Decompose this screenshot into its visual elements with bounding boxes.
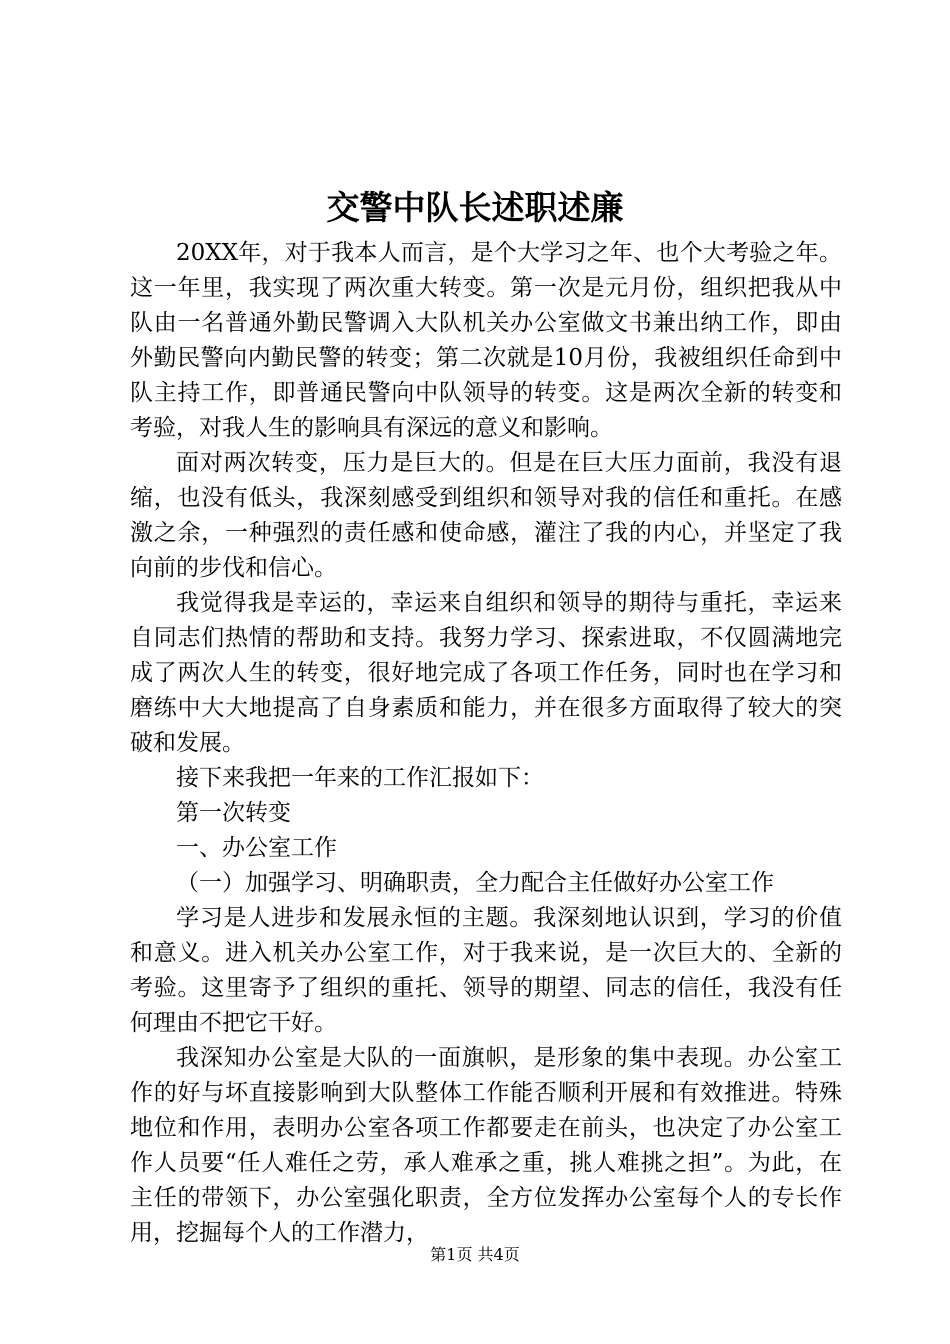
paragraph-6: 我深知办公室是大队的一面旗帜，是形象的集中表现。办公室工作的好与坏直接影响到大队整体工作能否顺利开展和有效推进。特殊地位和作用，表明办公室各项工作都要走在前头，也决定了办公室工作人员要“任人难任之劳，承人难承之重，挑人难挑之担”。为此，在主任的带领下，办公室强化职责，全方位发挥办公室每个人的专长作用，挖掘每个人的工作潜力，: [130, 1045, 842, 1246]
section-heading-office-work: 一、办公室工作: [176, 835, 337, 861]
paragraph-1: 20XX年，对于我本人而言，是个大学习之年、也个大考验之年。这一年里，我实现了两次重大转变。第一次是元月份，组织把我从中队由一名普通外勤民警调入大队机关办公室做文书兼出纳工作，即由外勤民警向内勤民警的转变；第二次就是10月份，我被组织任命到中队主持工作，即普通民警向中队领导的转变。这是两次全新的转变和考验，对我人生的影响具有深远的意义和影响。: [130, 240, 842, 441]
paragraph-3: 我觉得我是幸运的，幸运来自组织和领导的期待与重托，幸运来自同志们热情的帮助和支持。我努力学习、探索进取，不仅圆满地完成了两次人生的转变，很好地完成了各项工作任务，同时也在学习和磨练中大大地提高了自身素质和能力，并在很多方面取得了较大的突破和发展。: [130, 590, 842, 756]
paragraph-2: 面对两次转变，压力是巨大的。但是在巨大压力面前，我没有退缩，也没有低头，我深刻感受到组织和领导对我的信任和重托。在感激之余，一种强烈的责任感和使命感，灌注了我的内心，并坚定了我向前的步伐和信心。: [130, 450, 842, 581]
paragraph-4: 接下来我把一年来的工作汇报如下：: [176, 765, 544, 791]
page-footer: 第1页 共4页: [430, 1245, 520, 1264]
section-heading-first-change: 第一次转变: [176, 800, 291, 826]
paragraph-5: 学习是人进步和发展永恒的主题。我深刻地认识到，学习的价值和意义。进入机关办公室工作，对于我来说，是一次巨大的、全新的考验。这里寄予了组织的重托、领导的期望、同志的信任，我没有任何理由不把它干好。: [130, 905, 842, 1036]
document-title: 交警中队长述职述廉: [326, 188, 624, 227]
document-body: [130, 236, 842, 1251]
subsection-heading-1: （一）加强学习、明确职责，全力配合主任做好办公室工作: [176, 870, 774, 896]
